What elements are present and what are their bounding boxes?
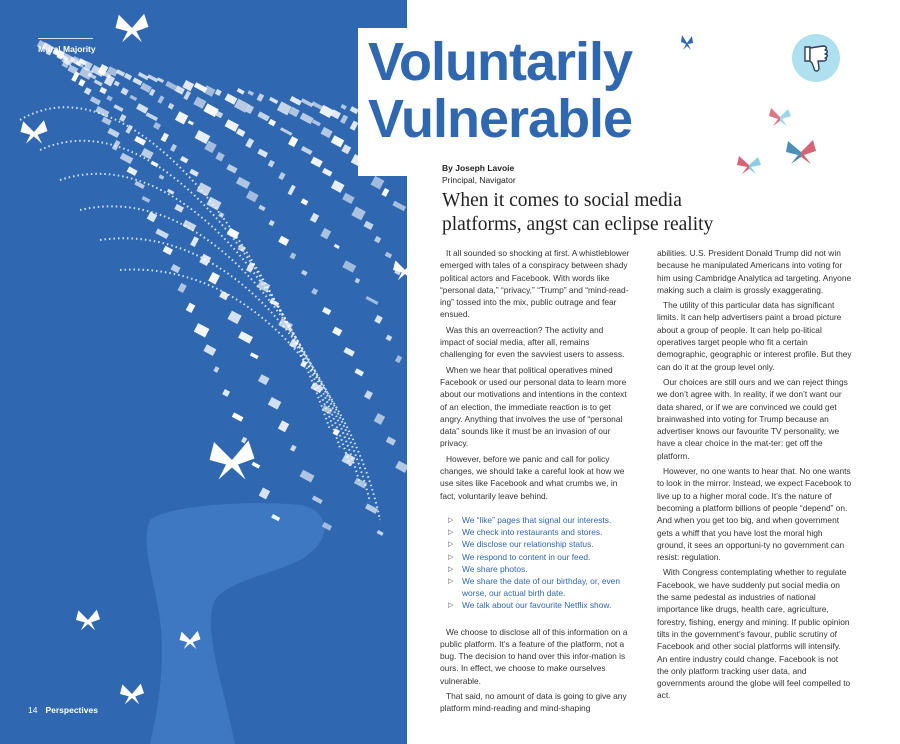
data-block	[312, 119, 321, 126]
figure-silhouette	[147, 503, 325, 744]
data-block	[215, 152, 224, 162]
data-block	[237, 88, 245, 95]
byline	[442, 162, 516, 186]
list-item-text: We share the date of our birthday, or, even worse, our actual birth date.	[462, 575, 620, 599]
body-paragraph: Was this an overreaction? The activity and impact of social media, after all, remains challenging for even the savviest users to assess.	[440, 324, 625, 360]
data-block	[342, 260, 356, 272]
data-block	[288, 136, 298, 147]
data-block	[215, 89, 222, 96]
data-block	[257, 93, 265, 102]
data-block	[236, 128, 245, 137]
data-block	[119, 114, 126, 122]
data-block	[343, 347, 354, 357]
data-block	[341, 104, 347, 110]
body-column-2	[657, 247, 852, 705]
page-footer	[28, 705, 98, 715]
data-block	[99, 87, 107, 94]
data-block	[351, 206, 365, 220]
list-item-text: We share photos.	[462, 563, 528, 574]
data-block	[157, 95, 164, 103]
list-item-text: We respond to content in our feed.	[462, 551, 591, 562]
body-paragraph: It all sounded so shocking at first. A whistleblower emerged with tales of a conspiracy between shady political actors and Facebook. With words like “personal data,” “privacy,” “Trump” and “mind-read-ing” tossed into the mix, public outrage and fear ensued.	[440, 248, 630, 320]
cover-illustration	[0, 0, 407, 744]
list-item	[448, 599, 630, 611]
data-block	[159, 174, 165, 179]
data-block	[114, 81, 120, 87]
data-block	[366, 296, 379, 305]
data-block	[320, 228, 331, 239]
data-block	[157, 77, 164, 83]
headline-line-1: Voluntarily	[368, 32, 633, 92]
data-block	[374, 315, 383, 324]
data-block	[269, 97, 278, 104]
data-block	[395, 355, 402, 363]
data-block	[203, 344, 216, 356]
body-paragraph: However, no one wants to hear that. No one wants to look in the mirror. Instead, we expect Facebook to live up to a higher moral code. It’s the nature of becoming a platform billions of people “depend” on. And when you get too big, and when government gets a whiff that you have lost the moral high ground, it sees an opportuni-ty no government can resist: regulation.	[657, 466, 852, 563]
list-item	[448, 563, 630, 575]
data-block	[147, 74, 158, 82]
data-block	[213, 366, 219, 373]
data-block	[269, 220, 275, 226]
data-block	[142, 196, 151, 203]
data-block	[227, 311, 241, 325]
section-rule	[38, 38, 93, 39]
data-block	[241, 437, 247, 444]
butterfly-icon	[768, 106, 792, 128]
data-block	[257, 111, 269, 121]
data-block	[78, 79, 85, 87]
data-block	[334, 244, 340, 249]
data-block	[175, 111, 188, 124]
data-block	[219, 291, 229, 300]
bullet-list	[448, 514, 630, 612]
data-block	[354, 278, 360, 284]
data-block	[225, 119, 239, 132]
data-block	[385, 252, 392, 259]
list-item-text: We “like” pages that signal our interests.	[462, 514, 612, 525]
data-block	[178, 283, 187, 293]
facebook-bullet-icon: ▷	[448, 577, 454, 585]
body-paragraph: The utility of this particular data has significant limits. It can help advertisers paint a broad picture about a group of people. It can help po-litical operatives target people who fit a certain demographic, geographic or interest profile. But they can do it at the group level only.	[657, 300, 852, 372]
data-block	[161, 133, 169, 143]
headline-line-2: Vulnerable	[368, 89, 633, 149]
data-block	[180, 156, 188, 163]
data-block	[374, 413, 385, 425]
data-block	[290, 96, 302, 106]
list-item	[448, 538, 630, 550]
body-paragraph: With Congress contemplating whether to regulate Facebook, we have suddenly put social media on the same pedestal as industries of national importance like drugs, health care, agriculture, forestry, fishing, energy and mining. If public opinion tilts in the government’s favour, public scrutiny of Facebook and other social platforms will intensify. An entire industry could change. Facebook is not the only platform tracking user data, and governments around the globe will feel compelled to act.	[657, 567, 851, 701]
byline-author: By Joseph Lavoie	[442, 163, 515, 173]
facebook-bullet-icon: ▷	[448, 541, 454, 549]
data-block	[371, 176, 385, 190]
data-block	[312, 496, 323, 504]
data-block	[331, 135, 345, 147]
list-item-text: We disclose our relationship status.	[462, 539, 594, 550]
data-block	[258, 374, 270, 385]
data-block	[257, 280, 271, 292]
butterfly-icon	[76, 610, 100, 631]
data-block	[354, 368, 363, 376]
list-item	[448, 551, 630, 563]
data-block	[311, 288, 318, 295]
data-block	[257, 149, 268, 158]
data-block	[341, 144, 351, 154]
data-block	[301, 270, 308, 276]
data-block	[377, 530, 384, 536]
body-paragraph: When we hear that political operatives mined Facebook or used our personal data to learn more about our motivations and intentions in the context of an election, the immediate reaction is to get angry. Anything that involves the use of “personal data” sounds like it must be an invasion of our privacy.	[440, 364, 627, 449]
data-block	[247, 90, 254, 96]
data-block	[310, 157, 322, 168]
data-block	[124, 73, 132, 80]
data-block	[140, 83, 152, 93]
data-block	[259, 488, 270, 500]
list-item-text: We talk about our favourite Netflix show.	[462, 600, 612, 611]
data-block	[250, 352, 259, 359]
deck-line-2: platforms, angst can eclipse reality	[442, 214, 714, 235]
data-block	[268, 397, 282, 410]
list-item	[448, 514, 630, 526]
data-block	[258, 205, 265, 211]
data-stream-illustration	[0, 0, 407, 744]
body-paragraph: Our choices are still ours and we can reject things we don’t agree with. In reality, if we don’t want our data shared, or if we are convinced we could get brainwashed into voting for Trump because an advertiser knows our favourite TV personality, we have a clear choice in the mat-ter: get off the platform.	[657, 376, 848, 461]
data-block	[331, 180, 345, 193]
butterfly-icon	[393, 260, 407, 281]
data-block	[332, 327, 342, 337]
data-block	[300, 113, 314, 125]
data-block	[120, 87, 128, 95]
facebook-bullet-icon: ▷	[448, 602, 454, 610]
data-block	[129, 95, 137, 101]
data-block	[171, 264, 181, 273]
data-block	[163, 246, 173, 255]
data-block	[365, 504, 378, 514]
headline	[368, 34, 632, 148]
butterfly-icon	[21, 120, 48, 143]
data-block	[194, 323, 210, 337]
data-block	[183, 91, 191, 100]
body-paragraph: We choose to disclose all of this information on a public platform. It’s a feature of the platform, not a bug. The decision to hand over this infor-mation is ours. In effect, we choose to make ourselves vulnerable.	[440, 626, 628, 686]
data-block	[278, 236, 289, 246]
data-block	[364, 221, 374, 230]
data-block	[136, 103, 148, 113]
data-block	[174, 204, 184, 213]
data-block	[301, 98, 314, 107]
data-block	[392, 201, 406, 211]
data-block	[141, 148, 154, 160]
data-block	[206, 197, 221, 210]
data-block	[342, 453, 356, 466]
dotted-stream	[60, 174, 350, 466]
data-block	[364, 390, 373, 399]
data-block	[278, 420, 289, 432]
data-block	[245, 138, 254, 148]
data-block	[386, 335, 393, 342]
data-block	[193, 97, 206, 109]
page-number: 14	[28, 705, 38, 715]
data-block	[290, 445, 297, 452]
data-block	[301, 146, 313, 155]
data-block	[374, 236, 381, 243]
dotted-stream	[80, 206, 360, 484]
body-paragraph: However, before we panic and call for policy changes, we should take a careful look at how we use sites like Facebook and what crumbs we, in fact, voluntarily leave behind.	[440, 453, 625, 501]
byline-role: Principal, Navigator	[442, 175, 516, 185]
data-block	[195, 130, 211, 144]
butterfly-icon	[210, 441, 255, 480]
data-block	[208, 272, 220, 284]
data-block	[167, 189, 174, 195]
data-block	[153, 122, 161, 130]
data-block	[224, 93, 237, 104]
section-label: Moral Majority	[38, 44, 96, 54]
data-block	[300, 470, 315, 483]
data-block	[168, 103, 175, 110]
body-column-1	[440, 247, 630, 718]
facebook-bullet-icon: ▷	[448, 553, 454, 561]
data-block	[94, 79, 103, 86]
data-block	[155, 228, 169, 239]
footer-section-name: Perspectives	[45, 705, 98, 715]
data-block	[300, 360, 307, 367]
data-block	[113, 104, 123, 112]
data-block	[238, 331, 253, 344]
data-block	[288, 185, 296, 196]
facebook-bullet-icon: ▷	[448, 516, 454, 524]
data-block	[132, 77, 142, 85]
data-block	[386, 436, 396, 445]
data-block	[186, 303, 196, 313]
data-block	[101, 117, 111, 126]
data-block	[321, 127, 333, 138]
deck-line-1: When it comes to social media	[442, 190, 682, 211]
data-block	[84, 87, 92, 95]
data-block	[322, 307, 331, 315]
facebook-bullet-icon: ▷	[448, 565, 454, 573]
data-block	[236, 177, 250, 189]
data-block	[134, 136, 146, 146]
data-block	[340, 115, 348, 124]
data-block	[395, 461, 407, 473]
data-block	[381, 188, 389, 197]
data-block	[226, 164, 237, 173]
data-block	[311, 101, 323, 110]
data-block	[232, 412, 244, 421]
dotted-stream	[120, 270, 380, 520]
data-block	[170, 144, 177, 152]
butterfly-icon	[116, 14, 149, 43]
data-block	[322, 168, 332, 177]
data-block	[222, 389, 230, 397]
data-block	[138, 72, 149, 80]
data-block	[190, 236, 199, 247]
butterfly-icon	[736, 154, 762, 176]
data-block	[146, 112, 158, 121]
data-block	[301, 198, 309, 205]
butterfly-icon	[784, 138, 818, 166]
body-paragraph: abilities. U.S. President Donald Trump did not win because he manipulated Americans into voting for him using Cambridge Analytica ad targeting. Anyone making such a claim is grossly exaggerating.	[657, 248, 852, 295]
data-block	[290, 252, 297, 259]
deck-subheadline	[442, 189, 713, 237]
data-block	[71, 71, 79, 82]
data-block	[310, 213, 319, 223]
data-block	[116, 69, 125, 76]
data-block	[252, 462, 261, 469]
body-paragraph: That said, no amount of data is going to give any platform mind-reading and mind-shaping	[440, 691, 627, 714]
data-block	[342, 193, 354, 204]
data-block	[268, 119, 276, 127]
list-item	[448, 575, 630, 599]
data-block	[127, 166, 138, 176]
data-block	[106, 95, 113, 101]
data-block	[90, 96, 101, 105]
data-block	[354, 478, 367, 489]
data-block	[246, 190, 259, 202]
data-block	[189, 169, 199, 177]
facebook-bullet-icon: ▷	[448, 529, 454, 537]
data-block	[268, 160, 275, 168]
data-block	[107, 128, 119, 138]
data-block	[120, 153, 134, 164]
thumbs-down-icon	[792, 34, 840, 82]
list-item-text: We check into restaurants and stores.	[462, 527, 603, 538]
list-item	[448, 526, 630, 538]
butterfly-icon	[680, 34, 694, 52]
thumbs-down-glyph	[792, 34, 840, 82]
butterfly-icon	[120, 684, 144, 705]
data-block	[165, 81, 177, 91]
data-block	[278, 172, 285, 180]
data-block	[280, 127, 292, 136]
data-block	[188, 120, 194, 125]
